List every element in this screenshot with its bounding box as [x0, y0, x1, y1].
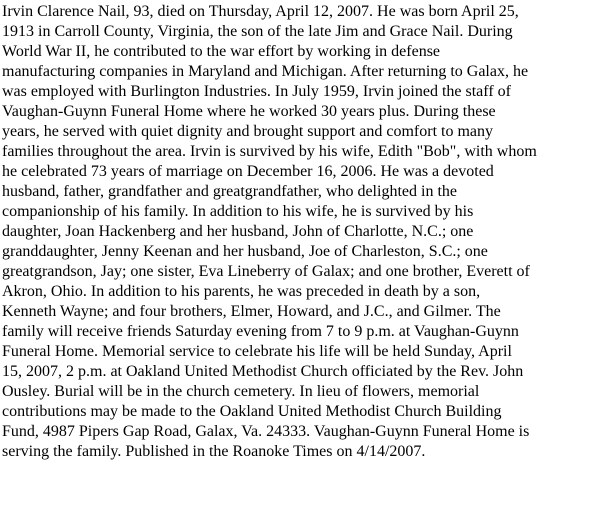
text-line: families throughout the area. Irvin is survived by his wife, Edith "Bob", with whom: [2, 143, 537, 160]
text-line: Fund, 4987 Pipers Gap Road, Galax, Va. 24333. Vaughan-Guynn Funeral Home is: [2, 423, 530, 440]
text-line: he celebrated 73 years of marriage on December 16, 2006. He was a devoted: [2, 163, 494, 180]
text-line: Irvin Clarence Nail, 93, died on Thursday, April 12, 2007. He was born April 25,: [2, 3, 519, 20]
text-line: World War II, he contributed to the war effort by working in defense: [2, 43, 441, 60]
text-line: family will receive friends Saturday evening from 7 to 9 p.m. at Vaughan-Guynn: [2, 323, 519, 340]
text-line: husband, father, grandfather and greatgrandfather, who delighted in the: [2, 183, 457, 200]
text-line: Akron, Ohio. In addition to his parents, he was preceded in death by a son,: [2, 283, 481, 300]
text-line: Vaughan-Guynn Funeral Home where he worked 30 years plus. During these: [2, 103, 496, 120]
text-line: was employed with Burlington Industries. In July 1959, Irvin joined the staff of: [2, 83, 511, 100]
text-line: companionship of his family. In addition to his wife, he is survived by his: [2, 203, 474, 220]
text-line: daughter, Joan Hackenberg and her husband, John of Charlotte, N.C.; one: [2, 223, 474, 240]
text-line: 1913 in Carroll County, Virginia, the son of the late Jim and Grace Nail. During: [2, 23, 513, 40]
text-line: years, he served with quiet dignity and brought support and comfort to many: [2, 123, 494, 140]
text-line: Ousley. Burial will be in the church cemetery. In lieu of flowers, memorial: [2, 383, 480, 400]
text-line: Kenneth Wayne; and four brothers, Elmer, Howard, and J.C., and Gilmer. The: [2, 303, 501, 320]
text-line: granddaughter, Jenny Keenan and her husband, Joe of Charleston, S.C.; one: [2, 243, 488, 260]
text-line: 15, 2007, 2 p.m. at Oakland United Methodist Church officiated by the Rev. John: [2, 363, 524, 380]
text-line: Funeral Home. Memorial service to celebrate his life will be held Sunday, April: [2, 343, 512, 360]
text-line: contributions may be made to the Oakland United Methodist Church Building: [2, 403, 502, 420]
text-line: manufacturing companies in Maryland and Michigan. After returning to Galax, he: [2, 63, 529, 80]
obituary-text: [2, 2, 610, 462]
text-line: greatgrandson, Jay; one sister, Eva Lineberry of Galax; and one brother, Everett of: [2, 263, 530, 280]
text-line: serving the family. Published in the Roanoke Times on 4/14/2007.: [2, 443, 426, 460]
